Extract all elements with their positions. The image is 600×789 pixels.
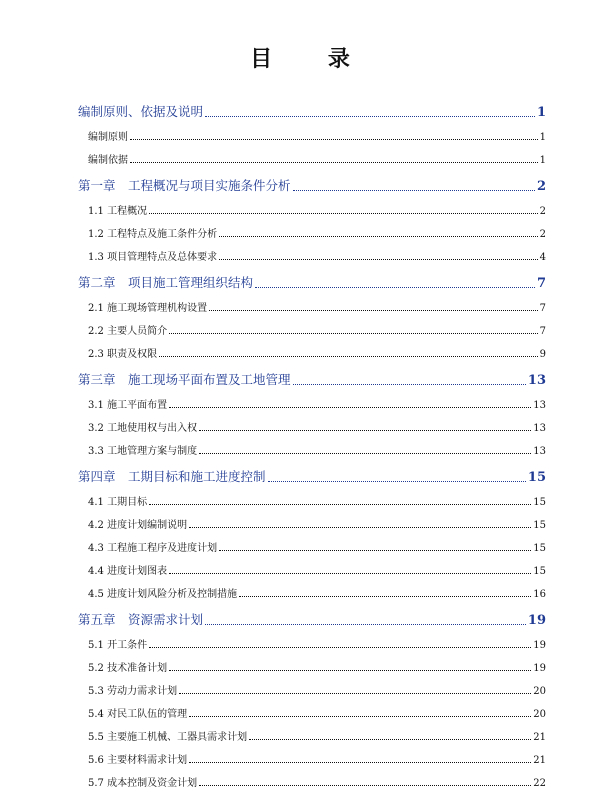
toc-dot-leader xyxy=(199,430,531,431)
toc-section-page-number: 13 xyxy=(533,400,546,411)
toc-section-entry[interactable] xyxy=(78,337,546,360)
toc-section-label: 4.3 工程施工程序及进度计划 xyxy=(88,543,218,554)
toc-dot-leader xyxy=(239,596,531,597)
toc-section-entry[interactable] xyxy=(78,240,546,263)
toc-dot-leader xyxy=(255,287,535,288)
toc-dot-leader xyxy=(249,739,531,740)
toc-section-entry[interactable] xyxy=(78,697,546,720)
table-of-contents xyxy=(78,98,546,789)
toc-dot-leader xyxy=(293,190,535,191)
toc-section-label: 1.1 工程概况 xyxy=(88,206,148,217)
toc-dot-leader xyxy=(149,504,531,505)
toc-dot-leader xyxy=(149,213,538,214)
toc-section-label: 5.5 主要施工机械、工器具需求计划 xyxy=(88,732,248,743)
toc-section-page-number: 21 xyxy=(533,732,546,743)
toc-chapter-entry[interactable] xyxy=(78,269,546,291)
toc-section-page-number: 22 xyxy=(533,778,546,789)
toc-chapter-label: 第一章 工程概况与项目实施条件分析 xyxy=(78,178,291,193)
toc-section-entry[interactable] xyxy=(78,720,546,743)
toc-section-label: 1.3 项目管理特点及总体要求 xyxy=(88,252,218,263)
toc-section-label: 4.5 进度计划风险分析及控制措施 xyxy=(88,589,238,600)
toc-section-label: 3.3 工地管理方案与制度 xyxy=(88,446,198,457)
toc-section-entry[interactable] xyxy=(78,485,546,508)
toc-dot-leader xyxy=(268,481,526,482)
toc-dot-leader xyxy=(219,236,538,237)
toc-dot-leader xyxy=(179,693,531,694)
toc-dot-leader xyxy=(189,527,531,528)
toc-section-label: 5.2 技术准备计划 xyxy=(88,663,168,674)
toc-section-page-number: 9 xyxy=(539,349,546,360)
toc-section-entry[interactable] xyxy=(78,217,546,240)
toc-dot-leader xyxy=(205,116,535,117)
toc-section-entry[interactable] xyxy=(78,531,546,554)
toc-section-page-number: 20 xyxy=(533,709,546,720)
toc-section-entry[interactable] xyxy=(78,120,546,143)
toc-section-entry[interactable] xyxy=(78,143,546,166)
toc-chapter-label: 第三章 施工现场平面布置及工地管理 xyxy=(78,372,291,387)
toc-dot-leader xyxy=(149,647,531,648)
toc-section-label: 4.1 工期目标 xyxy=(88,497,148,508)
toc-section-label: 2.1 施工现场管理机构设置 xyxy=(88,303,208,314)
page-title: 目 录 xyxy=(250,46,374,72)
toc-dot-leader xyxy=(199,785,531,786)
toc-dot-leader xyxy=(159,356,538,357)
toc-section-page-number: 15 xyxy=(533,520,546,531)
toc-section-page-number: 7 xyxy=(539,303,546,314)
toc-section-entry[interactable] xyxy=(78,674,546,697)
toc-section-page-number: 2 xyxy=(539,229,546,240)
toc-chapter-entry[interactable] xyxy=(78,172,546,194)
toc-section-page-number: 19 xyxy=(533,663,546,674)
toc-chapter-entry[interactable] xyxy=(78,606,546,628)
toc-section-label: 编制原则 xyxy=(88,132,128,143)
toc-section-entry[interactable] xyxy=(78,628,546,651)
toc-section-label: 3.2 工地使用权与出入权 xyxy=(88,423,198,434)
toc-section-label: 5.1 开工条件 xyxy=(88,640,148,651)
toc-section-page-number: 19 xyxy=(533,640,546,651)
toc-section-page-number: 1 xyxy=(539,132,546,143)
toc-chapter-label: 第二章 项目施工管理组织结构 xyxy=(78,275,254,290)
toc-dot-leader xyxy=(130,139,538,140)
toc-section-page-number: 15 xyxy=(533,543,546,554)
toc-section-entry[interactable] xyxy=(78,766,546,789)
toc-section-label: 5.6 主要材料需求计划 xyxy=(88,755,188,766)
toc-chapter-page-number: 2 xyxy=(536,179,546,194)
toc-section-entry[interactable] xyxy=(78,651,546,674)
toc-chapter-label: 第四章 工期目标和施工进度控制 xyxy=(78,469,266,484)
toc-section-entry[interactable] xyxy=(78,411,546,434)
toc-section-label: 5.7 成本控制及资金计划 xyxy=(88,778,198,789)
toc-section-page-number: 21 xyxy=(533,755,546,766)
toc-dot-leader xyxy=(189,716,531,717)
toc-chapter-page-number: 19 xyxy=(527,613,546,628)
toc-section-entry[interactable] xyxy=(78,434,546,457)
toc-section-page-number: 15 xyxy=(533,566,546,577)
toc-section-label: 4.2 进度计划编制说明 xyxy=(88,520,188,531)
toc-chapter-entry[interactable] xyxy=(78,98,546,120)
toc-dot-leader xyxy=(199,453,531,454)
toc-section-entry[interactable] xyxy=(78,314,546,337)
toc-section-label: 5.3 劳动力需求计划 xyxy=(88,686,178,697)
toc-chapter-page-number: 1 xyxy=(536,105,546,120)
toc-dot-leader xyxy=(205,624,526,625)
toc-section-page-number: 20 xyxy=(533,686,546,697)
toc-section-label: 4.4 进度计划图表 xyxy=(88,566,168,577)
toc-section-entry[interactable] xyxy=(78,577,546,600)
toc-dot-leader xyxy=(130,162,538,163)
toc-section-label: 2.3 职责及权限 xyxy=(88,349,158,360)
toc-chapter-page-number: 15 xyxy=(527,470,546,485)
toc-section-page-number: 15 xyxy=(533,497,546,508)
toc-chapter-label: 第五章 资源需求计划 xyxy=(78,612,204,627)
toc-chapter-page-number: 7 xyxy=(536,276,546,291)
toc-section-label: 3.1 施工平面布置 xyxy=(88,400,168,411)
toc-section-page-number: 7 xyxy=(539,326,546,337)
toc-section-entry[interactable] xyxy=(78,554,546,577)
toc-section-page-number: 16 xyxy=(533,589,546,600)
toc-section-label: 1.2 工程特点及施工条件分析 xyxy=(88,229,218,240)
toc-dot-leader xyxy=(169,670,531,671)
toc-dot-leader xyxy=(189,762,531,763)
toc-section-label: 编制依据 xyxy=(88,155,128,166)
toc-section-page-number: 4 xyxy=(539,252,546,263)
toc-dot-leader xyxy=(169,333,538,334)
toc-section-entry[interactable] xyxy=(78,194,546,217)
toc-dot-leader xyxy=(219,259,538,260)
toc-chapter-page-number: 13 xyxy=(527,373,546,388)
toc-section-page-number: 13 xyxy=(533,446,546,457)
toc-dot-leader xyxy=(293,384,526,385)
toc-section-entry[interactable] xyxy=(78,743,546,766)
toc-section-label: 2.2 主要人员简介 xyxy=(88,326,168,337)
toc-dot-leader xyxy=(219,550,531,551)
toc-dot-leader xyxy=(169,407,531,408)
toc-dot-leader xyxy=(169,573,531,574)
toc-section-entry[interactable] xyxy=(78,388,546,411)
toc-section-label: 5.4 对民工队伍的管理 xyxy=(88,709,188,720)
toc-chapter-entry[interactable] xyxy=(78,463,546,485)
toc-chapter-entry[interactable] xyxy=(78,366,546,388)
toc-chapter-label: 编制原则、依据及说明 xyxy=(78,104,204,119)
toc-section-page-number: 13 xyxy=(533,423,546,434)
toc-section-page-number: 1 xyxy=(539,155,546,166)
toc-section-entry[interactable] xyxy=(78,291,546,314)
toc-dot-leader xyxy=(209,310,538,311)
toc-section-page-number: 2 xyxy=(539,206,546,217)
toc-section-entry[interactable] xyxy=(78,508,546,531)
